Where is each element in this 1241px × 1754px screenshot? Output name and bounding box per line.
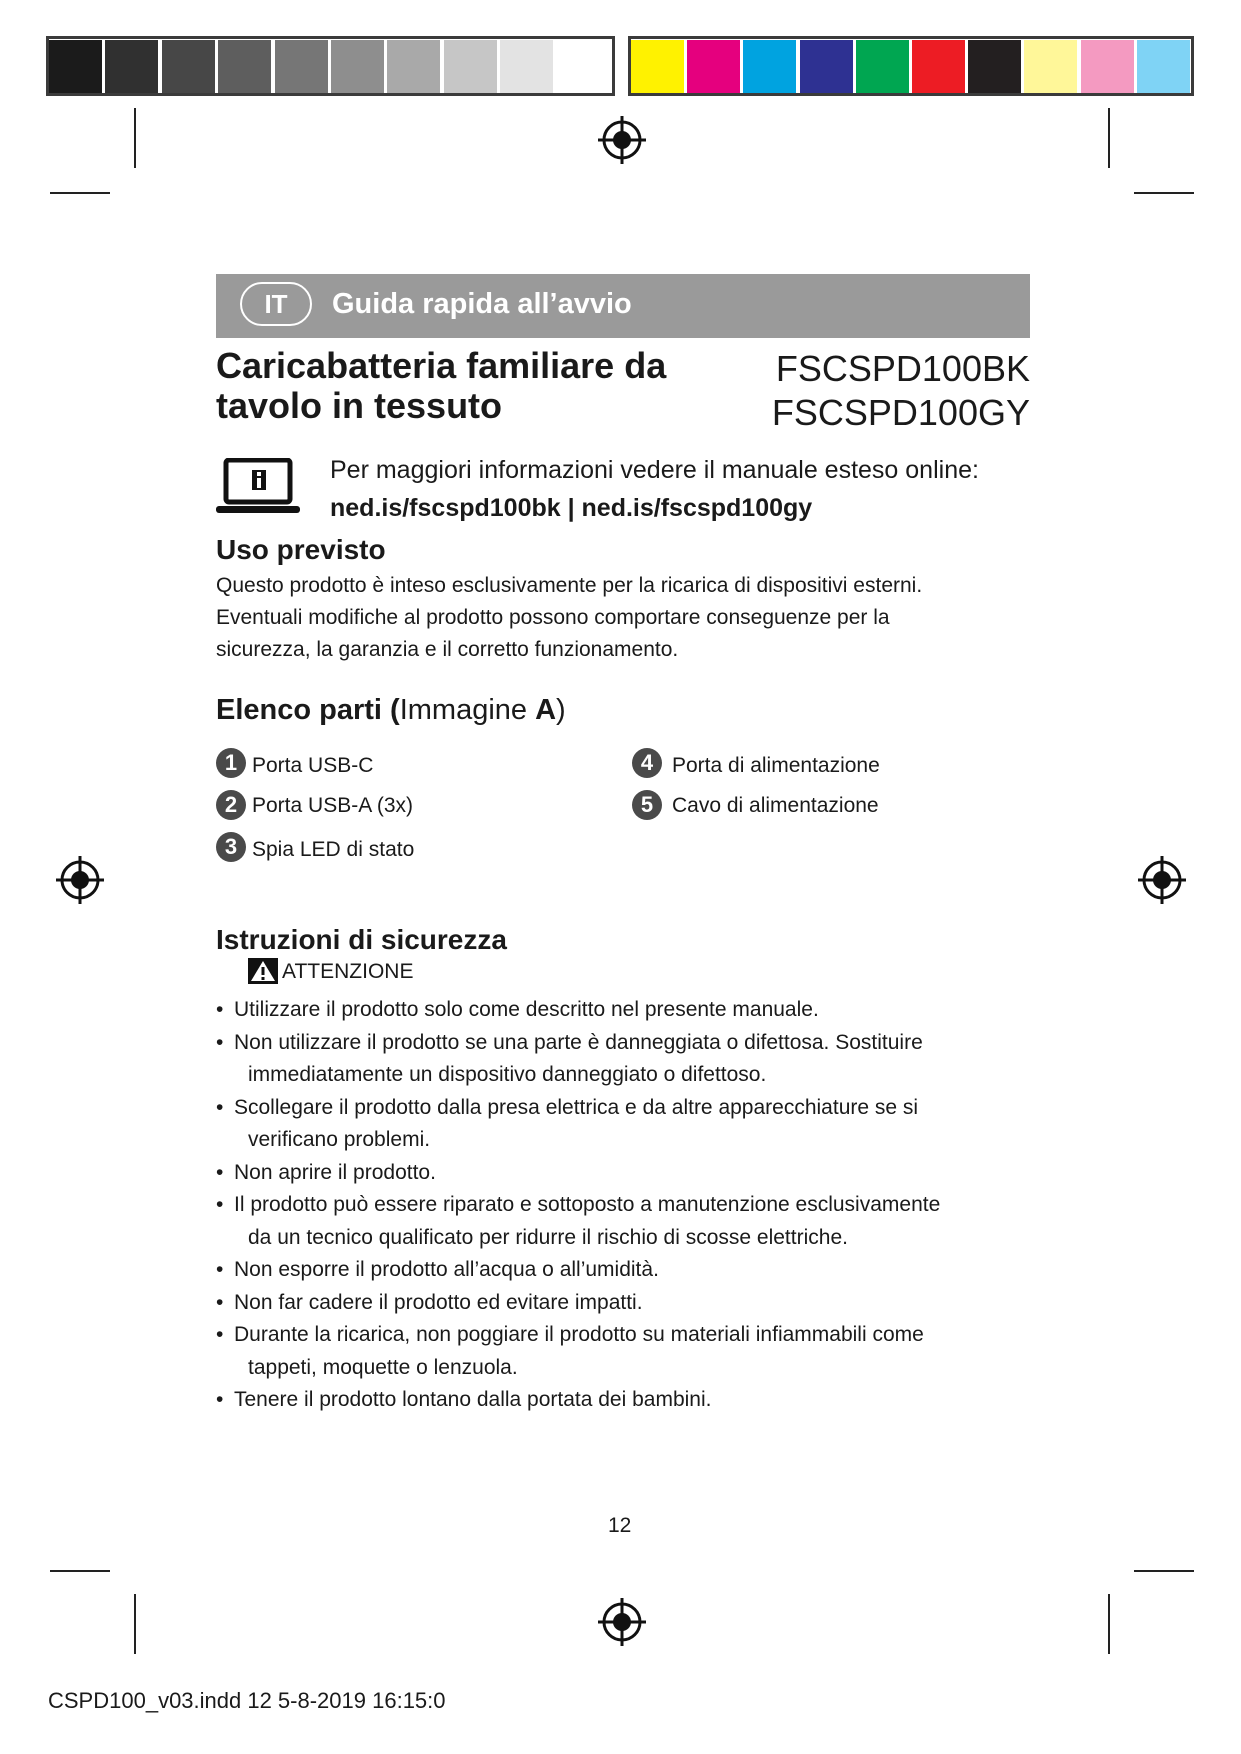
safety-item — [216, 1287, 1046, 1320]
paragraph-line: Questo prodotto è inteso esclusivamente per la ricarica di dispositivi esterni. — [216, 574, 923, 597]
crop-mark — [134, 1594, 136, 1654]
crop-mark — [1134, 1570, 1194, 1572]
part-number-badge: 1 — [216, 748, 246, 778]
crop-mark — [1108, 108, 1110, 168]
safety-item-line: Non esporre il prodotto all’acqua o all’umidità. — [234, 1258, 659, 1281]
grayscale-bar-frame — [46, 36, 615, 96]
safety-item — [216, 1027, 1046, 1092]
laptop-info-icon — [216, 458, 300, 516]
safety-item-line: Tenere il prodotto lontano dalla portata dei bambini. — [234, 1388, 712, 1411]
section-header-band — [216, 274, 1030, 338]
paragraph-line: sicurezza, la garanzia e il corretto funzionamento. — [216, 638, 679, 661]
part-label: Spia LED di stato — [252, 838, 415, 861]
safety-item — [216, 1384, 1046, 1417]
registration-mark-icon — [596, 114, 648, 166]
part-label: Cavo di alimentazione — [672, 794, 879, 817]
safety-item — [216, 1157, 1046, 1190]
parts-heading-normal: Immagine — [399, 694, 536, 726]
safety-item-continuation: immediatamente un dispositivo danneggiato o difettoso. — [248, 1063, 767, 1086]
part-number-badge: 3 — [216, 832, 246, 862]
parts-heading-letter: A — [535, 694, 557, 726]
safety-item-line: Durante la ricarica, non poggiare il prodotto su materiali infiammabili come — [234, 1323, 924, 1346]
safety-item-line: Il prodotto può essere riparato e sottoposto a manutenzione esclusivamente — [234, 1193, 941, 1216]
parts-list-heading — [216, 694, 566, 727]
part-number-badge: 2 — [216, 790, 246, 820]
warning-icon — [248, 958, 278, 984]
safety-item-line: Utilizzare il prodotto solo come descritto nel presente manuale. — [234, 998, 819, 1021]
parts-heading-bold: Elenco parti ( — [216, 694, 400, 726]
intended-use-text — [216, 570, 922, 666]
part-number-badge: 5 — [632, 790, 662, 820]
safety-heading: Istruzioni di sicurezza — [216, 924, 507, 955]
part-number-badge: 4 — [632, 748, 662, 778]
safety-item-continuation: da un tecnico qualificato per ridurre il rischio di scosse elettriche. — [248, 1225, 848, 1249]
part-label: Porta di alimentazione — [672, 754, 880, 777]
part-label: Porta USB-A (3x) — [252, 794, 414, 817]
manual-links[interactable]: ned.is/fscspd100bk | ned.is/fscspd100gy — [330, 494, 813, 522]
safety-item — [216, 1092, 1046, 1157]
crop-mark — [134, 108, 136, 168]
registration-mark-icon — [54, 854, 106, 906]
crop-mark — [1134, 192, 1194, 194]
color-bar-frame — [628, 36, 1194, 96]
safety-item-line: Non far cadere il prodotto ed evitare impatti. — [234, 1290, 643, 1314]
model-number: FSCSPD100BK — [775, 348, 1030, 389]
safety-item — [216, 1319, 1046, 1384]
guide-title: Guida rapida all’avvio — [332, 288, 632, 320]
registration-mark-icon — [1136, 854, 1188, 906]
crop-mark — [50, 192, 110, 194]
paragraph-line: Eventuali modifiche al prodotto possono comportare conseguenze per la — [216, 606, 890, 629]
safety-item-line: Non aprire il prodotto. — [234, 1160, 436, 1184]
safety-item-continuation: tappeti, moquette o lenzuola. — [248, 1355, 518, 1379]
product-title-line: Caricabatteria familiare da — [216, 345, 667, 386]
safety-item — [216, 1189, 1046, 1254]
warning-label: ATTENZIONE — [282, 960, 414, 983]
safety-item — [216, 994, 1046, 1027]
parts-heading-close: ) — [556, 694, 566, 726]
safety-list — [216, 994, 1046, 1417]
safety-item-line: Scollegare il prodotto dalla presa elettrica e da altre apparecchiature se si — [234, 1095, 919, 1119]
crop-mark — [1108, 1594, 1110, 1654]
product-title — [216, 346, 736, 426]
registration-mark-icon — [596, 1596, 648, 1648]
print-slug: CSPD100_v03.indd 12 5-8-2019 16:15:0 — [48, 1688, 446, 1713]
language-badge: IT — [240, 282, 312, 326]
safety-item — [216, 1254, 1046, 1287]
info-text: Per maggiori informazioni vedere il manuale esteso online: — [330, 456, 979, 484]
safety-item-line: Non utilizzare il prodotto se una parte è danneggiata o difettosa. Sostituire — [234, 1030, 923, 1054]
crop-mark — [50, 1570, 110, 1572]
part-label: Porta USB-C — [252, 754, 374, 777]
safety-item-continuation: verificano problemi. — [248, 1128, 431, 1151]
intended-use-heading: Uso previsto — [216, 534, 386, 565]
product-title-line: tavolo in tessuto — [216, 385, 503, 426]
model-number: FSCSPD100GY — [771, 392, 1030, 433]
page-number: 12 — [608, 1514, 632, 1537]
